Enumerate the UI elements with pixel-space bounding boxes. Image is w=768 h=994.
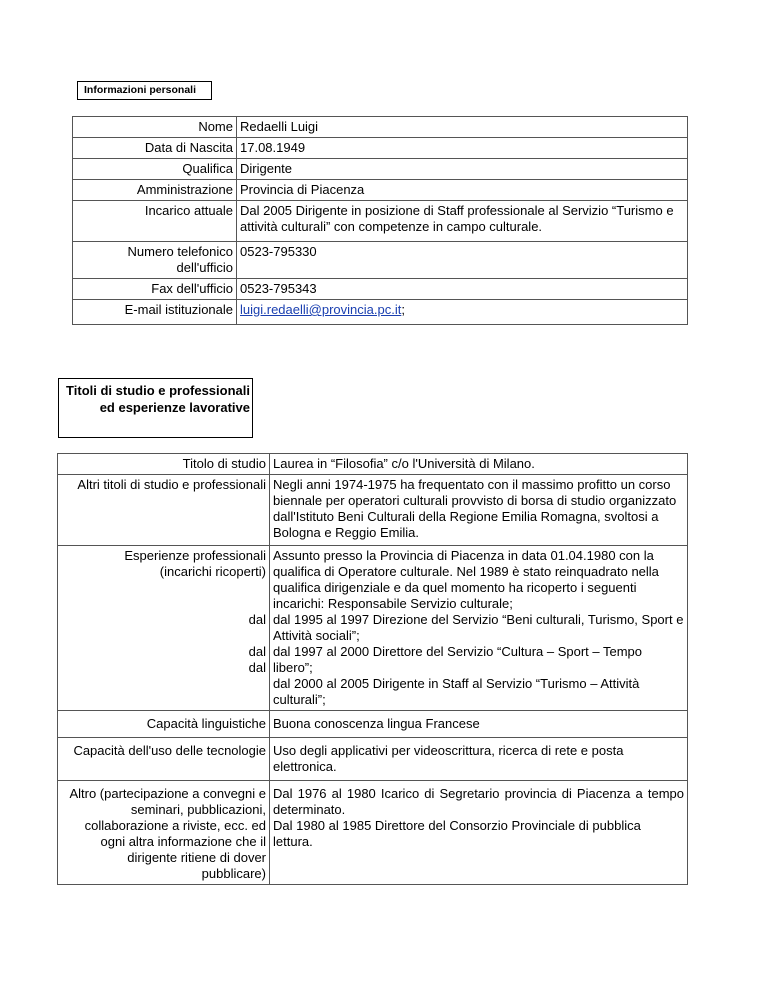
label-dal: dal: [248, 644, 266, 659]
label-tecnologie: Capacità dell'uso delle tecnologie: [58, 738, 270, 781]
section-title-personal: Informazioni personali: [77, 81, 212, 100]
table-row: [73, 300, 688, 325]
table-row: [73, 279, 688, 300]
esperienze-item: dal 1995 al 1997 Direzione del Servizio “Beni culturali, Turismo, Sport e Attività sociali”;: [273, 612, 684, 643]
table-row: [73, 159, 688, 180]
table-row: [58, 475, 688, 546]
value-nome: Redaelli Luigi: [237, 117, 688, 138]
label-incarico: Incarico attuale: [73, 201, 237, 242]
label-telefono: Numero telefonico dell'ufficio: [73, 242, 237, 279]
table-row: [58, 738, 688, 781]
label-nome: Nome: [73, 117, 237, 138]
label-amministrazione: Amministrazione: [73, 180, 237, 201]
table-row: [73, 242, 688, 279]
label-esperienze: [58, 546, 270, 711]
label-titolo-studio: Titolo di studio: [58, 454, 270, 475]
value-incarico: Dal 2005 Dirigente in posizione di Staff professionale al Servizio “Turismo e attività culturali” con competenze in campo culturale.: [237, 201, 688, 242]
value-lingue: Buona conoscenza lingua Francese: [270, 711, 688, 738]
personal-info-table: [72, 116, 688, 325]
label-dal: dal: [248, 660, 266, 675]
value-amministrazione: Provincia di Piacenza: [237, 180, 688, 201]
esperienze-intro: Assunto presso la Provincia di Piacenza in data 01.04.1980 con la qualifica di Operatore culturale. Nel 1989 è stato reinquadrato nella qualifica dirigenziale e da quel momento ha ricoperto i seguenti incarichi: Responsabile Servizio culturale;: [273, 548, 659, 611]
section-title-studies: Titoli di studio e professionali ed esperienze lavorative: [58, 378, 253, 438]
table-row: [73, 180, 688, 201]
value-qualifica: Dirigente: [237, 159, 688, 180]
table-row: [58, 781, 688, 885]
studies-table: [57, 453, 688, 885]
label-altri-titoli: Altri titoli di studio e professionali: [58, 475, 270, 546]
table-row: [58, 546, 688, 711]
table-row: [58, 454, 688, 475]
esperienze-item: dal 1997 al 2000 Direttore del Servizio “Cultura – Sport – Tempo libero”;: [273, 644, 643, 675]
value-email: [237, 300, 688, 325]
value-fax: 0523-795343: [237, 279, 688, 300]
table-row: [73, 138, 688, 159]
value-tecnologie: Uso degli applicativi per videoscrittura, ricerca di rete e posta elettronica.: [270, 738, 688, 781]
altro-item: Dal 1976 al 1980 Icarico di Segretario provincia di Piacenza a tempo determinato.: [273, 786, 684, 817]
label-esperienze-line2: (incarichi ricoperti): [159, 564, 266, 579]
altro-item: Dal 1980 al 1985 Direttore del Consorzio Provinciale di pubblica lettura.: [273, 818, 641, 849]
label-email: E-mail istituzionale: [73, 300, 237, 325]
table-row: [73, 201, 688, 242]
value-telefono: 0523-795330: [237, 242, 688, 279]
label-lingue: Capacità linguistiche: [58, 711, 270, 738]
label-data-nascita: Data di Nascita: [73, 138, 237, 159]
email-link[interactable]: luigi.redaelli@provincia.pc.it: [240, 302, 402, 317]
value-esperienze: [270, 546, 688, 711]
value-data-nascita: 17.08.1949: [237, 138, 688, 159]
email-suffix: ;: [401, 302, 405, 317]
value-titolo-studio: Laurea in “Filosofia” c/o l'Università di Milano.: [270, 454, 688, 475]
label-esperienze-line1: Esperienze professionali: [124, 548, 266, 563]
label-altro: Altro (partecipazione a convegni e seminari, pubblicazioni, collaborazione a riviste, ecc. ed ogni altra informazione che il dirigente ritiene di dover pubblicare): [58, 781, 270, 885]
label-dal: dal: [248, 612, 266, 627]
label-qualifica: Qualifica: [73, 159, 237, 180]
value-altro: [270, 781, 688, 885]
table-row: [58, 711, 688, 738]
esperienze-item: dal 2000 al 2005 Dirigente in Staff al Servizio “Turismo – Attività culturali”;: [273, 676, 640, 707]
table-row: [73, 117, 688, 138]
value-altri-titoli: Negli anni 1974-1975 ha frequentato con il massimo profitto un corso biennale per operatori culturali provvisto di borsa di studio organizzato dall'Istituto Beni Culturali della Regione Emilia Romagna, svoltosi a Bologna e Reggio Emilia.: [270, 475, 688, 546]
label-fax: Fax dell'ufficio: [73, 279, 237, 300]
